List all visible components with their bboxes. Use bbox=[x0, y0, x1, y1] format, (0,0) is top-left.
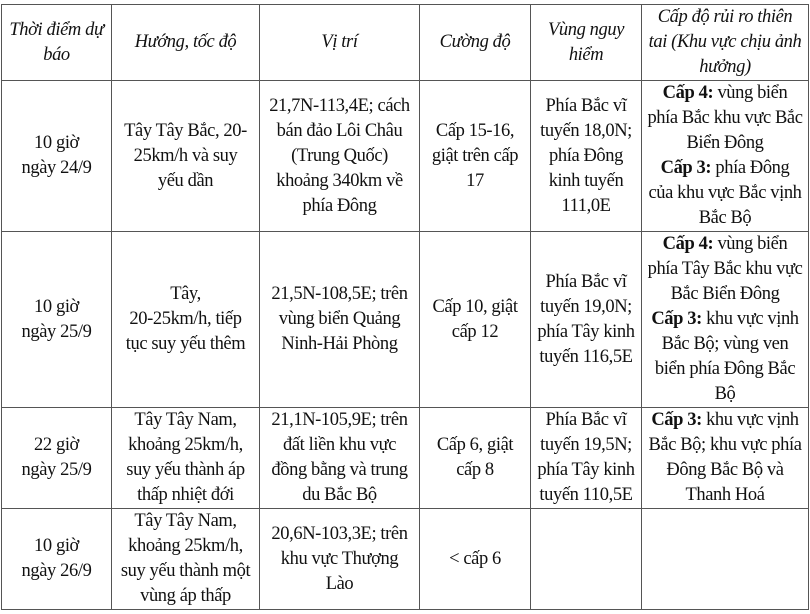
cell-position: 20,6N-103,3E; trên khu vực Thượng Lào bbox=[260, 509, 420, 610]
risk-area-text: vùng biển phía Tây Bắc khu vực Bắc Biển Đông bbox=[647, 234, 803, 304]
risk-level-label: Cấp 3: bbox=[651, 309, 702, 329]
cell-time: 22 giờ ngày 25/9 bbox=[2, 408, 112, 509]
forecast-table bbox=[1, 4, 809, 610]
cell-direction: Tây, 20-25km/h, tiếp tục suy yếu thêm bbox=[112, 232, 260, 408]
cell-time: 10 giờ ngày 26/9 bbox=[2, 509, 112, 610]
risk-area-text: khu vực vịnh Bắc Bộ; khu vực phía Đông Bắc Bộ và Thanh Hoá bbox=[648, 410, 802, 505]
cell-direction: Tây Tây Bắc, 20- 25km/h và suy yếu dần bbox=[112, 81, 260, 232]
table-row bbox=[2, 408, 809, 509]
cell-intensity: Cấp 10, giật cấp 12 bbox=[420, 232, 531, 408]
cell-risk-level bbox=[642, 408, 809, 509]
cell-risk-level bbox=[642, 232, 809, 408]
cell-danger-zone bbox=[531, 509, 642, 610]
risk-level-label: Cấp 4: bbox=[662, 83, 714, 103]
cell-danger-zone: Phía Bắc vĩ tuyến 19,0N; phía Tây kinh tuyến 116,5E bbox=[531, 232, 642, 408]
risk-area-text: vùng biển phía Bắc khu vực Bắc Biển Đông bbox=[647, 83, 803, 153]
risk-level-label: Cấp 3: bbox=[651, 410, 702, 430]
cell-position: 21,7N-113,4E; cách bán đảo Lôi Châu (Trung Quốc) khoảng 340km về phía Đông bbox=[260, 81, 420, 232]
cell-position: 21,5N-108,5E; trên vùng biển Quảng Ninh-Hải Phòng bbox=[260, 232, 420, 408]
cell-direction: Tây Tây Nam, khoảng 25km/h, suy yếu thành một vùng áp thấp bbox=[112, 509, 260, 610]
cell-danger-zone: Phía Bắc vĩ tuyến 18,0N; phía Đông kinh tuyến 111,0E bbox=[531, 81, 642, 232]
risk-level-label: Cấp 3: bbox=[660, 158, 712, 178]
table-row bbox=[2, 509, 809, 610]
cell-direction: Tây Tây Nam, khoảng 25km/h, suy yếu thành áp thấp nhiệt đới bbox=[112, 408, 260, 509]
header-time: Thời điểm dự báo bbox=[2, 5, 112, 81]
cell-time: 10 giờ ngày 24/9 bbox=[2, 81, 112, 232]
table-row bbox=[2, 81, 809, 232]
table-header-row bbox=[2, 5, 809, 81]
cell-intensity: Cấp 15-16, giật trên cấp 17 bbox=[420, 81, 531, 232]
risk-area-text: phía Đông của khu vực Bắc vịnh Bắc Bộ bbox=[648, 158, 802, 228]
header-intensity: Cường độ bbox=[420, 5, 531, 81]
header-direction: Hướng, tốc độ bbox=[112, 5, 260, 81]
cell-danger-zone: Phía Bắc vĩ tuyến 19,5N; phía Tây kinh tuyến 110,5E bbox=[531, 408, 642, 509]
cell-risk-level bbox=[642, 509, 809, 610]
header-position: Vị trí bbox=[260, 5, 420, 81]
cell-time: 10 giờ ngày 25/9 bbox=[2, 232, 112, 408]
header-danger-zone: Vùng nguy hiểm bbox=[531, 5, 642, 81]
risk-level-label: Cấp 4: bbox=[662, 234, 714, 254]
cell-intensity: < cấp 6 bbox=[420, 509, 531, 610]
header-risk-level: Cấp độ rủi ro thiên tai (Khu vực chịu ảnh hưởng) bbox=[642, 5, 809, 81]
cell-position: 21,1N-105,9E; trên đất liền khu vực đồng bằng và trung du Bắc Bộ bbox=[260, 408, 420, 509]
table-row bbox=[2, 232, 809, 408]
risk-area-text: khu vực vịnh Bắc Bộ; vùng ven biển phía Đông Bắc Bộ bbox=[654, 309, 799, 404]
cell-risk-level bbox=[642, 81, 809, 232]
cell-intensity: Cấp 6, giật cấp 8 bbox=[420, 408, 531, 509]
